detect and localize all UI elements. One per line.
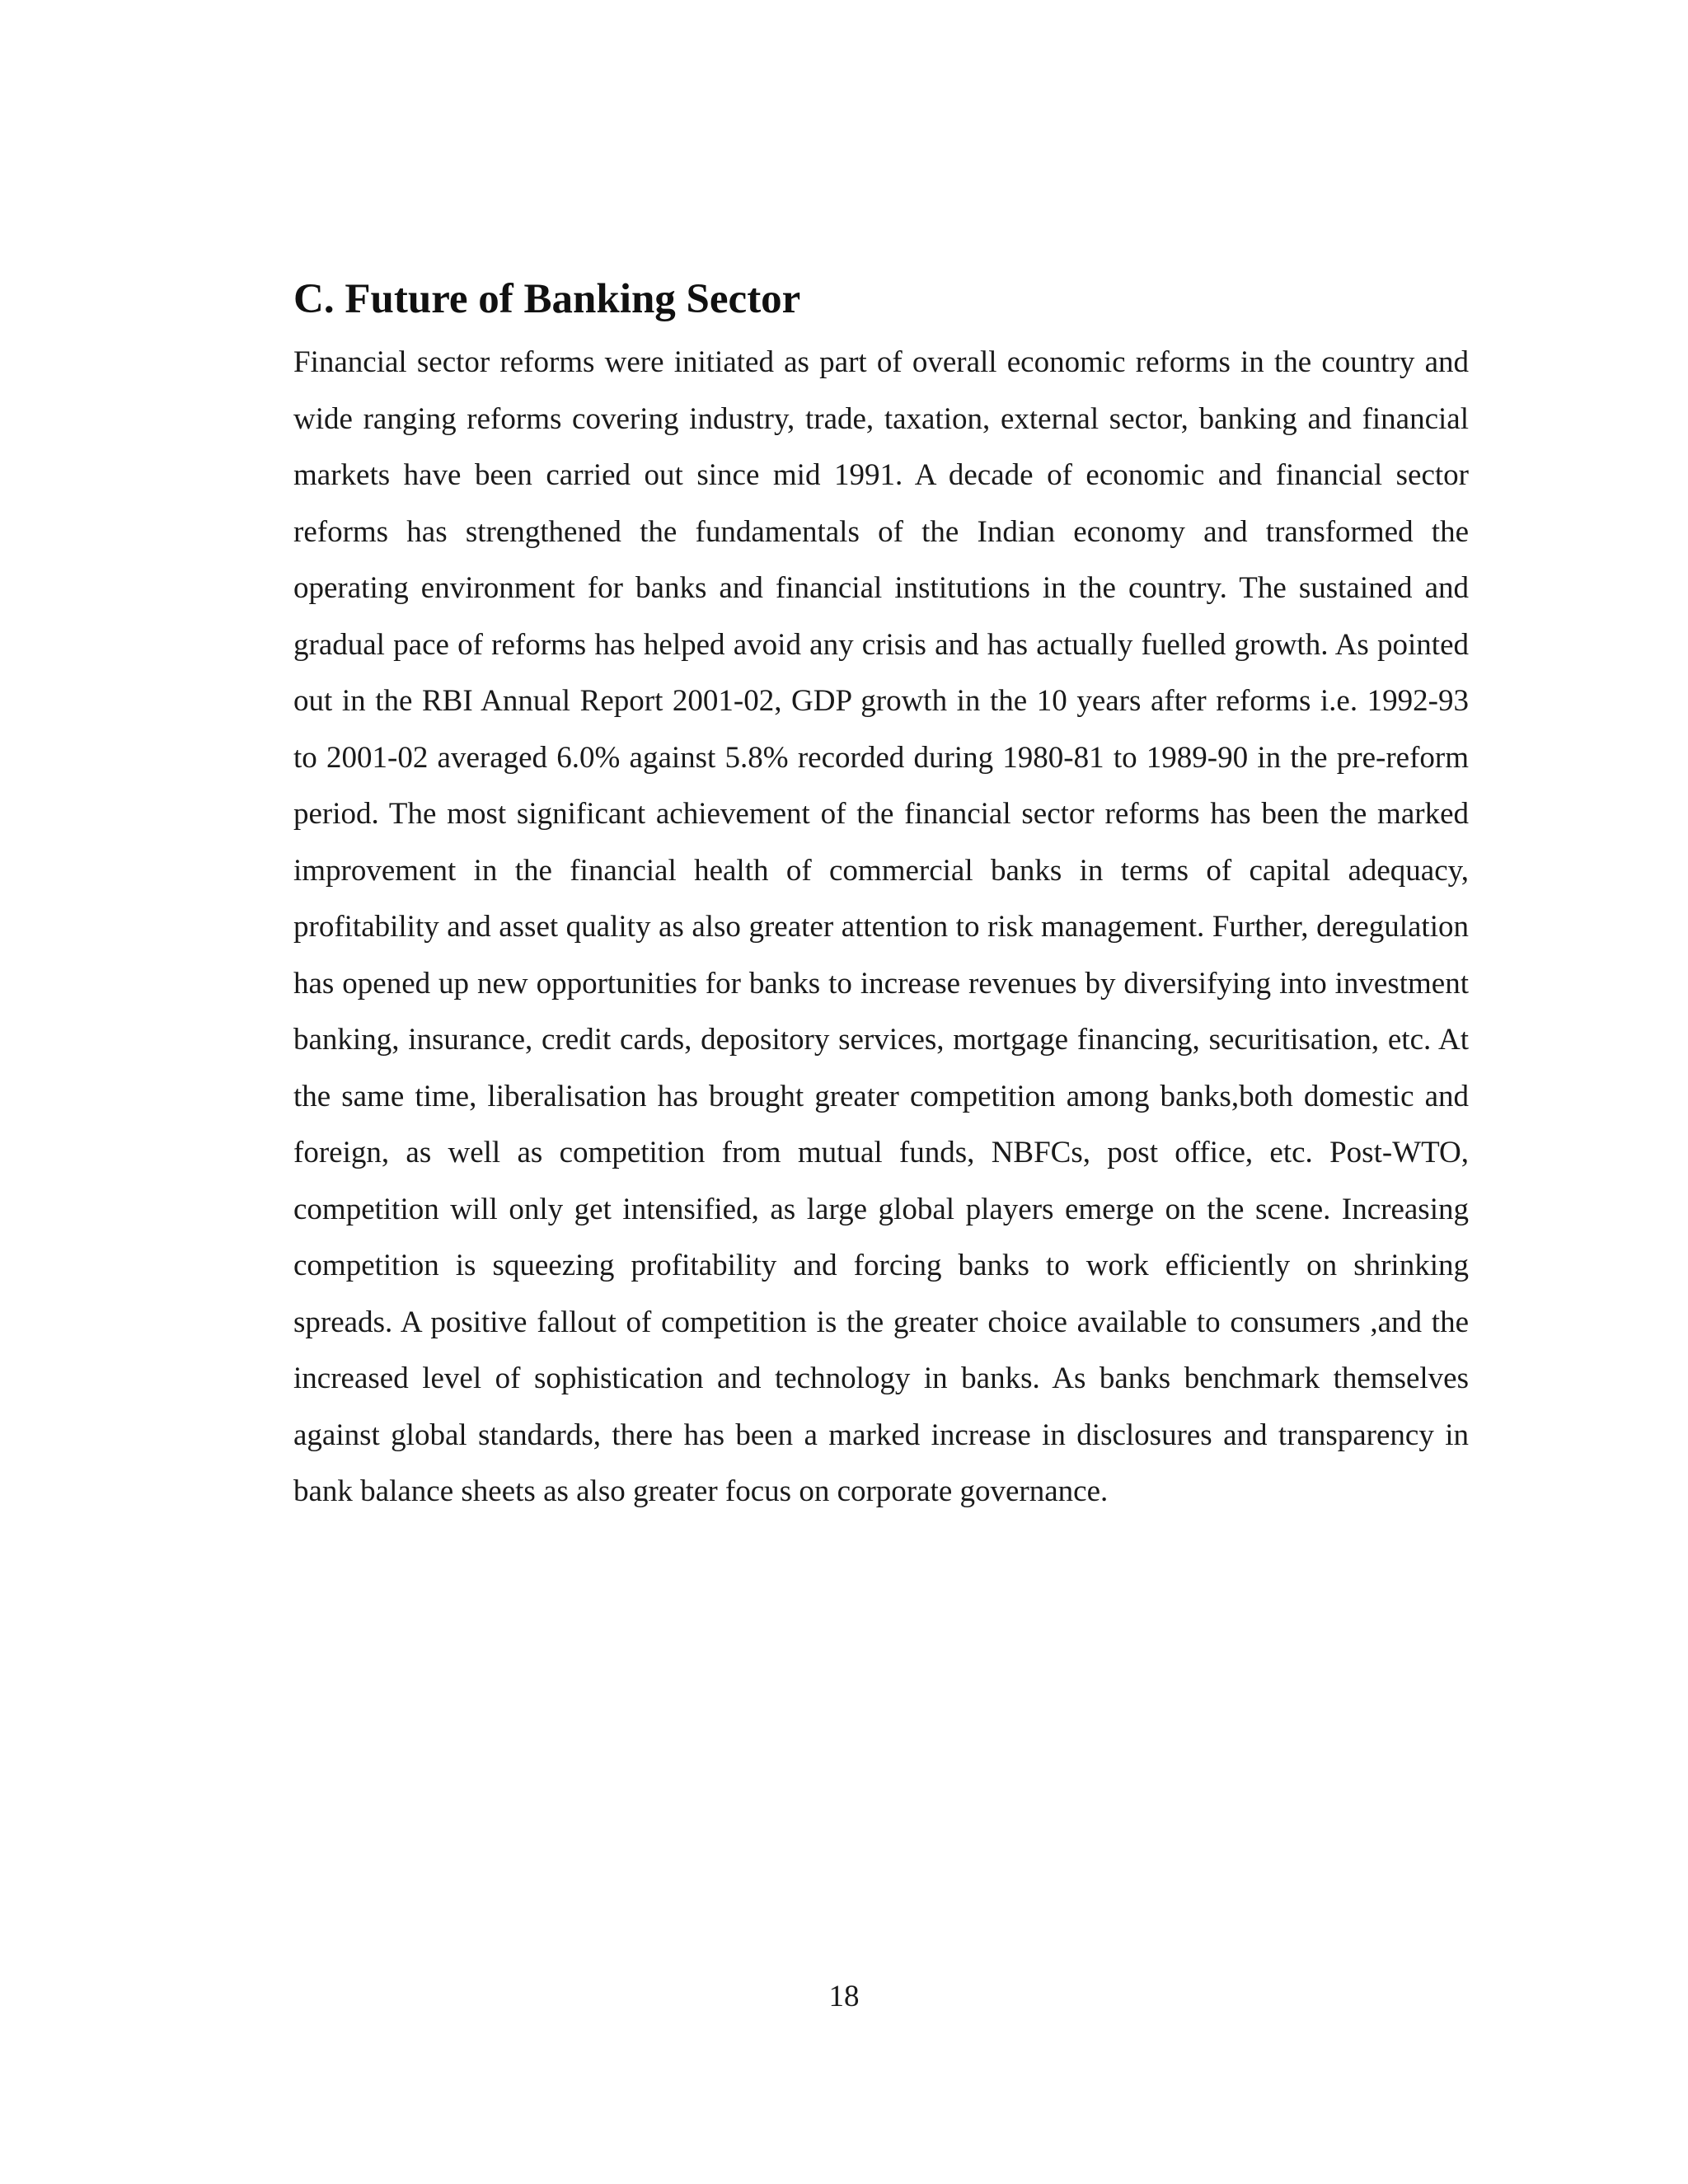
page-number: 18 [828, 1980, 860, 2013]
body-paragraph: Financial sector reforms were initiated as part of overall economic reforms in the country and wide ranging reforms covering industry, trade, taxation, external sector, banking and financial markets have been carried out since mid 1991. A decade of economic and financial sector reforms has strengthened the fundamentals of the Indian economy and transformed the operating environment for banks and financial institutions in the country. The sustained and gradual pace of reforms has helped avoid any crisis and has actually fuelled growth. As pointed out in the RBI Annual Report 2001-02, GDP growth in the 10 years after reforms i.e. 1992-93 to 2001-02 averaged 6.0% against 5.8% recorded during 1980-81 to 1989-90 in the pre-reform period. The most significant achievement of the financial sector reforms has been the marked improvement in the financial health of commercial banks in terms of capital adequacy, profitability and asset quality as also greater attention to risk management. Further, deregulation has opened up new opportunities for banks to increase revenues by diversifying into investment banking, insurance, credit cards, depository services, mortgage financing, securitisation, etc. At the same time, liberalisation has brought greater competition among banks,both domestic and foreign, as well as competition from mutual funds, NBFCs, post office, etc. Post-WTO, competition will only get intensified, as large global players emerge on the scene. Increasing competition is squeezing profitability and forcing banks to work efficiently on shrinking spreads. A positive fallout of competition is the greater choice available to consumers ,and the increased level of sophistication and technology in banks. As banks benchmark themselves against global standards, there has been a marked increase in disclosures and transparency in bank balance sheets as also greater focus on corporate governance. [293, 345, 1469, 1508]
section-heading: C. Future of Banking Sector [293, 276, 801, 322]
page-content [293, 265, 1469, 1521]
